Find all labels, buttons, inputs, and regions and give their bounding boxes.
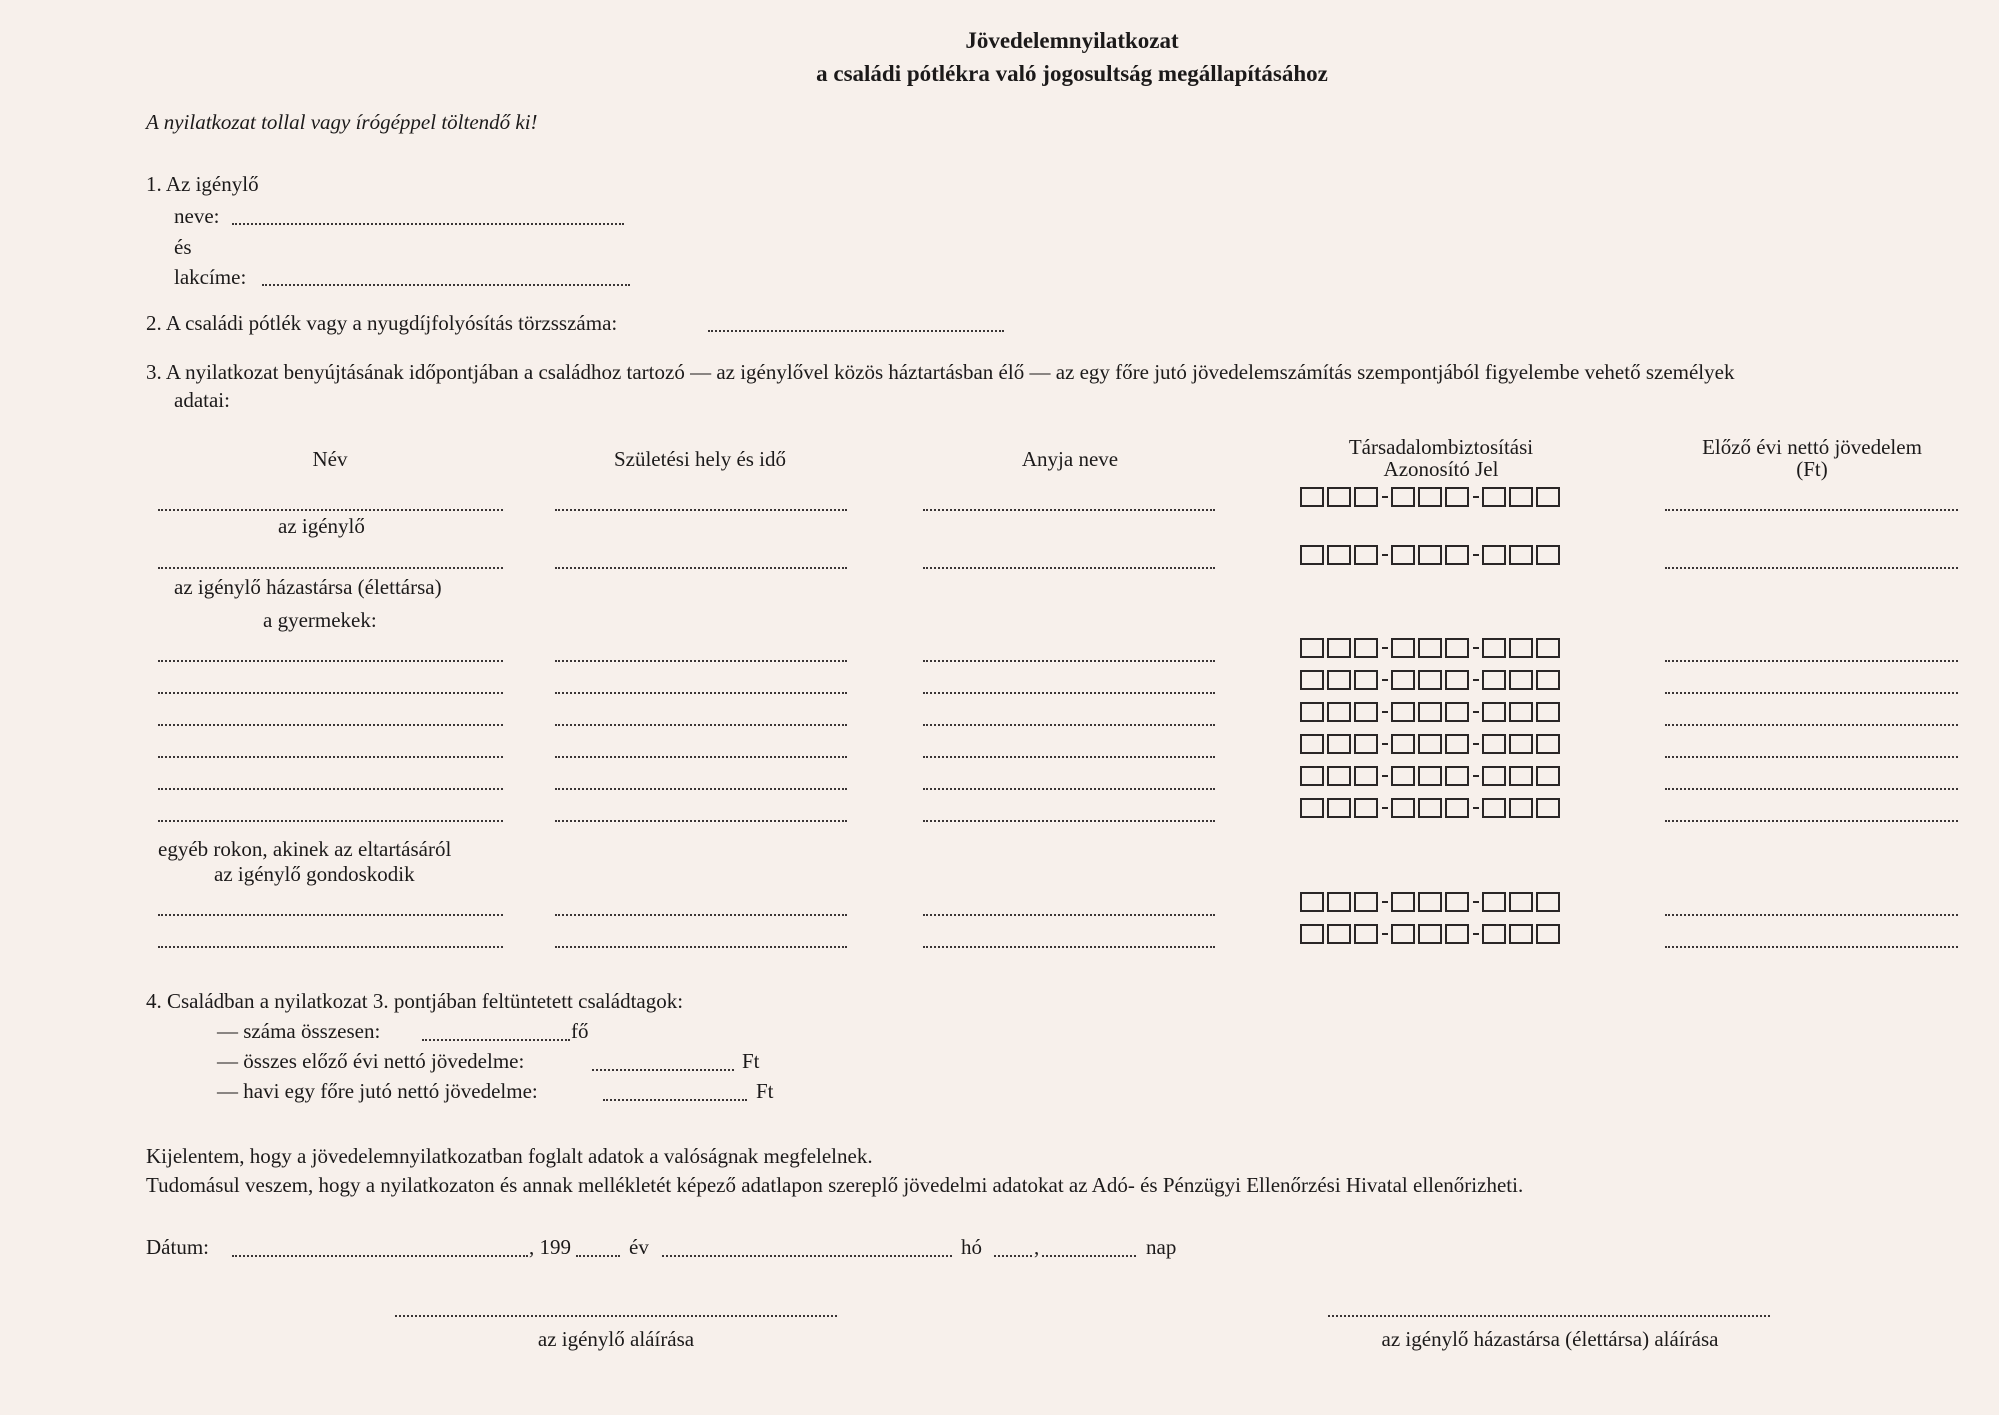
applicant-address-label: lakcíme: (174, 265, 247, 289)
ssn-digit-box[interactable] (1327, 766, 1351, 786)
section3-text-line2: adatai: (174, 388, 230, 412)
income-field[interactable] (1665, 788, 1958, 790)
ssn-digit-box[interactable] (1536, 487, 1560, 507)
ssn-digit-box[interactable] (1509, 545, 1533, 565)
ssn-digit-box[interactable] (1509, 798, 1533, 818)
name-field[interactable] (158, 509, 503, 511)
income-field[interactable] (1665, 914, 1958, 916)
column-header-income-line1: Előző évi nettó jövedelem (1702, 435, 1922, 459)
spouse-signature-line[interactable] (1328, 1315, 1770, 1317)
ssn-digit-box[interactable] (1391, 924, 1415, 944)
ssn-digit-box[interactable] (1354, 702, 1378, 722)
row-label-relatives-line2: az igénylő gondoskodik (214, 862, 415, 886)
ssn-digit-box[interactable] (1509, 487, 1533, 507)
ssn-separator (1473, 679, 1479, 681)
ssn-digit-box[interactable] (1354, 892, 1378, 912)
ssn-boxes[interactable] (1300, 545, 1563, 565)
form-title: Jövedelemnyilatkozat (965, 28, 1179, 53)
birth-field[interactable] (555, 509, 847, 511)
ssn-digit-box[interactable] (1300, 670, 1324, 690)
ssn-separator (1473, 775, 1479, 777)
ssn-digit-box[interactable] (1418, 545, 1442, 565)
date-year-field[interactable] (576, 1255, 620, 1257)
ssn-separator (1473, 743, 1479, 745)
ssn-digit-box[interactable] (1445, 487, 1469, 507)
ssn-digit-box[interactable] (1391, 638, 1415, 658)
income-field[interactable] (1665, 509, 1958, 511)
ssn-digit-box[interactable] (1418, 487, 1442, 507)
birth-field[interactable] (555, 820, 847, 822)
ssn-digit-box[interactable] (1327, 702, 1351, 722)
ssn-digit-box[interactable] (1391, 487, 1415, 507)
ssn-digit-box[interactable] (1509, 638, 1533, 658)
mother-name-field[interactable] (923, 756, 1215, 758)
income-field[interactable] (1665, 660, 1958, 662)
income-field[interactable] (1665, 724, 1958, 726)
ssn-boxes[interactable] (1300, 734, 1563, 754)
ssn-digit-box[interactable] (1536, 766, 1560, 786)
date-month-label: hó (961, 1235, 982, 1259)
ssn-digit-box[interactable] (1418, 702, 1442, 722)
declaration-line2: Tudomásul veszem, hogy a nyilatkozaton és annak mellékletét képező adatlapon szereplő jövedelmi adatokat az Adó- és Pénzügyi Ellenőrzési Hivatal ellenőrizheti. (146, 1173, 1524, 1197)
name-field[interactable] (158, 692, 503, 694)
ssn-digit-box[interactable] (1418, 734, 1442, 754)
ssn-digit-box[interactable] (1536, 734, 1560, 754)
ssn-digit-box[interactable] (1482, 702, 1506, 722)
ssn-digit-box[interactable] (1300, 702, 1324, 722)
date-year-suffix: év (629, 1235, 649, 1259)
applicant-signature-line[interactable] (395, 1315, 837, 1317)
birth-field[interactable] (555, 660, 847, 662)
ssn-separator (1473, 933, 1479, 935)
ssn-digit-box[interactable] (1327, 734, 1351, 754)
total-income-field[interactable] (592, 1069, 734, 1071)
ssn-digit-box[interactable] (1354, 734, 1378, 754)
ssn-separator (1382, 554, 1388, 556)
ssn-digit-box[interactable] (1536, 702, 1560, 722)
ssn-digit-box[interactable] (1418, 892, 1442, 912)
ssn-boxes[interactable] (1300, 924, 1563, 944)
ssn-digit-box[interactable] (1418, 924, 1442, 944)
ssn-separator (1473, 901, 1479, 903)
ssn-boxes[interactable] (1300, 487, 1563, 507)
ssn-separator (1382, 711, 1388, 713)
ssn-digit-box[interactable] (1300, 638, 1324, 658)
ssn-boxes[interactable] (1300, 798, 1563, 818)
form-subtitle: a családi pótlékra való jogosultság megállapításához (816, 61, 1328, 86)
ssn-separator (1473, 554, 1479, 556)
ssn-digit-box[interactable] (1445, 670, 1469, 690)
total-income-unit: Ft (742, 1049, 760, 1073)
column-header-name: Név (312, 447, 348, 471)
row-label-relatives-line1: egyéb rokon, akinek az eltartásáról (158, 837, 452, 861)
applicant-signature-label: az igénylő aláírása (537, 1327, 695, 1351)
ssn-separator (1382, 743, 1388, 745)
per-capita-income-unit: Ft (756, 1079, 774, 1103)
ssn-digit-box[interactable] (1300, 798, 1324, 818)
ssn-digit-box[interactable] (1445, 892, 1469, 912)
ssn-digit-box[interactable] (1509, 924, 1533, 944)
income-field[interactable] (1665, 946, 1958, 948)
name-field[interactable] (158, 914, 503, 916)
birth-field[interactable] (555, 788, 847, 790)
date-label: Dátum: (146, 1235, 209, 1259)
ssn-separator (1473, 647, 1479, 649)
column-header-ssn-line2: Azonosító Jel (1383, 457, 1499, 481)
ssn-digit-box[interactable] (1300, 892, 1324, 912)
ssn-boxes[interactable] (1300, 766, 1563, 786)
ssn-digit-box[interactable] (1445, 924, 1469, 944)
name-field[interactable] (158, 788, 503, 790)
name-field[interactable] (158, 820, 503, 822)
ssn-digit-box[interactable] (1509, 892, 1533, 912)
mother-name-field[interactable] (923, 509, 1215, 511)
ssn-separator (1382, 933, 1388, 935)
ssn-digit-box[interactable] (1354, 545, 1378, 565)
row-label-spouse: az igénylő házastársa (élettársa) (174, 575, 442, 599)
ssn-separator (1473, 807, 1479, 809)
ssn-digit-box[interactable] (1354, 924, 1378, 944)
registration-number-field[interactable] (708, 330, 1004, 332)
ssn-digit-box[interactable] (1391, 734, 1415, 754)
ssn-digit-box[interactable] (1354, 487, 1378, 507)
date-year-prefix: , 199 (529, 1235, 571, 1259)
ssn-digit-box[interactable] (1482, 892, 1506, 912)
ssn-digit-box[interactable] (1391, 766, 1415, 786)
ssn-digit-box[interactable] (1482, 638, 1506, 658)
mother-name-field[interactable] (923, 788, 1215, 790)
applicant-address-field[interactable] (262, 284, 630, 286)
section2-text: 2. A családi pótlék vagy a nyugdíjfolyósítás törzsszáma: (146, 311, 618, 335)
ssn-digit-box[interactable] (1482, 487, 1506, 507)
column-header-birth: Születési hely és idő (613, 447, 787, 471)
date-place-field[interactable] (232, 1255, 528, 1257)
ssn-digit-box[interactable] (1354, 670, 1378, 690)
ssn-digit-box[interactable] (1300, 924, 1324, 944)
name-field[interactable] (158, 756, 503, 758)
ssn-digit-box[interactable] (1509, 670, 1533, 690)
ssn-digit-box[interactable] (1418, 798, 1442, 818)
name-field[interactable] (158, 946, 503, 948)
ssn-separator (1382, 647, 1388, 649)
ssn-digit-box[interactable] (1391, 892, 1415, 912)
ssn-digit-box[interactable] (1482, 924, 1506, 944)
section3-text-line1: 3. A nyilatkozat benyújtásának időpontjában a családhoz tartozó — az igénylővel közös háztartásban élő — az egy főre jutó jövedelemszámítás szempontjából figyelembe vehető személyek (146, 360, 1735, 384)
ssn-separator (1382, 901, 1388, 903)
mother-name-field[interactable] (923, 914, 1215, 916)
applicant-name-field[interactable] (232, 223, 624, 225)
mother-name-field[interactable] (923, 567, 1215, 569)
ssn-digit-box[interactable] (1327, 798, 1351, 818)
ssn-separator (1473, 496, 1479, 498)
ssn-digit-box[interactable] (1536, 798, 1560, 818)
ssn-digit-box[interactable] (1300, 545, 1324, 565)
ssn-digit-box[interactable] (1509, 766, 1533, 786)
ssn-digit-box[interactable] (1482, 798, 1506, 818)
income-field[interactable] (1665, 756, 1958, 758)
name-field[interactable] (158, 660, 503, 662)
birth-field[interactable] (555, 567, 847, 569)
ssn-boxes[interactable] (1300, 670, 1563, 690)
mother-name-field[interactable] (923, 820, 1215, 822)
ssn-digit-box[interactable] (1445, 545, 1469, 565)
ssn-digit-box[interactable] (1327, 924, 1351, 944)
name-field[interactable] (158, 567, 503, 569)
date-day-label: nap (1146, 1235, 1177, 1259)
ssn-separator (1382, 679, 1388, 681)
name-field[interactable] (158, 724, 503, 726)
section1-heading: 1. Az igénylő (146, 172, 259, 196)
ssn-digit-box[interactable] (1354, 638, 1378, 658)
ssn-digit-box[interactable] (1445, 702, 1469, 722)
mother-name-field[interactable] (923, 660, 1215, 662)
mother-name-field[interactable] (923, 946, 1215, 948)
ssn-digit-box[interactable] (1418, 766, 1442, 786)
ssn-digit-box[interactable] (1445, 734, 1469, 754)
ssn-separator (1382, 807, 1388, 809)
ssn-digit-box[interactable] (1509, 734, 1533, 754)
per-capita-income-field[interactable] (603, 1099, 747, 1101)
birth-field[interactable] (555, 724, 847, 726)
ssn-digit-box[interactable] (1536, 545, 1560, 565)
ssn-digit-box[interactable] (1300, 766, 1324, 786)
mother-name-field[interactable] (923, 692, 1215, 694)
declaration-line1: Kijelentem, hogy a jövedelemnyilatkozatban foglalt adatok a valóságnak megfelelnek. (146, 1144, 873, 1168)
member-count-label: — száma összesen: (217, 1019, 381, 1043)
ssn-separator (1382, 496, 1388, 498)
total-income-label: — összes előző évi nettó jövedelme: (217, 1049, 525, 1073)
ssn-digit-box[interactable] (1327, 670, 1351, 690)
ssn-digit-box[interactable] (1445, 766, 1469, 786)
date-day-field-a[interactable] (994, 1255, 1032, 1257)
ssn-digit-box[interactable] (1391, 670, 1415, 690)
applicant-name-label: neve: (174, 204, 220, 228)
birth-field[interactable] (555, 946, 847, 948)
ssn-digit-box[interactable] (1391, 702, 1415, 722)
ssn-digit-box[interactable] (1418, 638, 1442, 658)
column-header-income-line2: (Ft) (1796, 457, 1828, 481)
ssn-digit-box[interactable] (1300, 734, 1324, 754)
date-day-field-b[interactable] (1042, 1255, 1136, 1257)
ssn-digit-box[interactable] (1418, 670, 1442, 690)
column-header-ssn-line1: Társadalombiztosítási (1348, 435, 1534, 459)
section4-heading: 4. Családban a nyilatkozat 3. pontjában feltüntetett családtagok: (146, 989, 684, 1013)
column-header-mother: Anyja neve (1021, 447, 1119, 471)
ssn-digit-box[interactable] (1509, 702, 1533, 722)
ssn-digit-box[interactable] (1536, 924, 1560, 944)
ssn-digit-box[interactable] (1354, 798, 1378, 818)
ssn-digit-box[interactable] (1354, 766, 1378, 786)
ssn-digit-box[interactable] (1536, 670, 1560, 690)
ssn-digit-box[interactable] (1327, 487, 1351, 507)
date-comma: , (1034, 1235, 1040, 1259)
income-field[interactable] (1665, 567, 1958, 569)
ssn-digit-box[interactable] (1445, 638, 1469, 658)
ssn-digit-box[interactable] (1536, 638, 1560, 658)
ssn-digit-box[interactable] (1391, 798, 1415, 818)
ssn-digit-box[interactable] (1482, 734, 1506, 754)
ssn-digit-box[interactable] (1327, 545, 1351, 565)
mother-name-field[interactable] (923, 724, 1215, 726)
ssn-boxes[interactable] (1300, 892, 1563, 912)
ssn-digit-box[interactable] (1482, 670, 1506, 690)
income-field[interactable] (1665, 692, 1958, 694)
income-field[interactable] (1665, 820, 1958, 822)
ssn-digit-box[interactable] (1482, 545, 1506, 565)
ssn-digit-box[interactable] (1327, 892, 1351, 912)
ssn-separator (1473, 711, 1479, 713)
birth-field[interactable] (555, 756, 847, 758)
ssn-separator (1382, 775, 1388, 777)
instruction-text: A nyilatkozat tollal vagy írógéppel töltendő ki! (146, 110, 538, 134)
ssn-digit-box[interactable] (1391, 545, 1415, 565)
ssn-digit-box[interactable] (1536, 892, 1560, 912)
ssn-digit-box[interactable] (1327, 638, 1351, 658)
ssn-boxes[interactable] (1300, 638, 1563, 658)
row-label-children: a gyermekek: (263, 608, 377, 632)
ssn-boxes[interactable] (1300, 702, 1563, 722)
per-capita-income-label: — havi egy főre jutó nettó jövedelme: (217, 1079, 538, 1103)
ssn-digit-box[interactable] (1300, 487, 1324, 507)
member-count-unit: fő (571, 1019, 589, 1043)
birth-field[interactable] (555, 914, 847, 916)
row-label-applicant: az igénylő (278, 514, 365, 538)
and-text: és (174, 235, 192, 259)
ssn-digit-box[interactable] (1482, 766, 1506, 786)
ssn-digit-box[interactable] (1445, 798, 1469, 818)
date-month-field[interactable] (662, 1255, 952, 1257)
birth-field[interactable] (555, 692, 847, 694)
member-count-field[interactable] (422, 1039, 570, 1041)
spouse-signature-label: az igénylő házastársa (élettársa) aláírása (1381, 1327, 1719, 1351)
